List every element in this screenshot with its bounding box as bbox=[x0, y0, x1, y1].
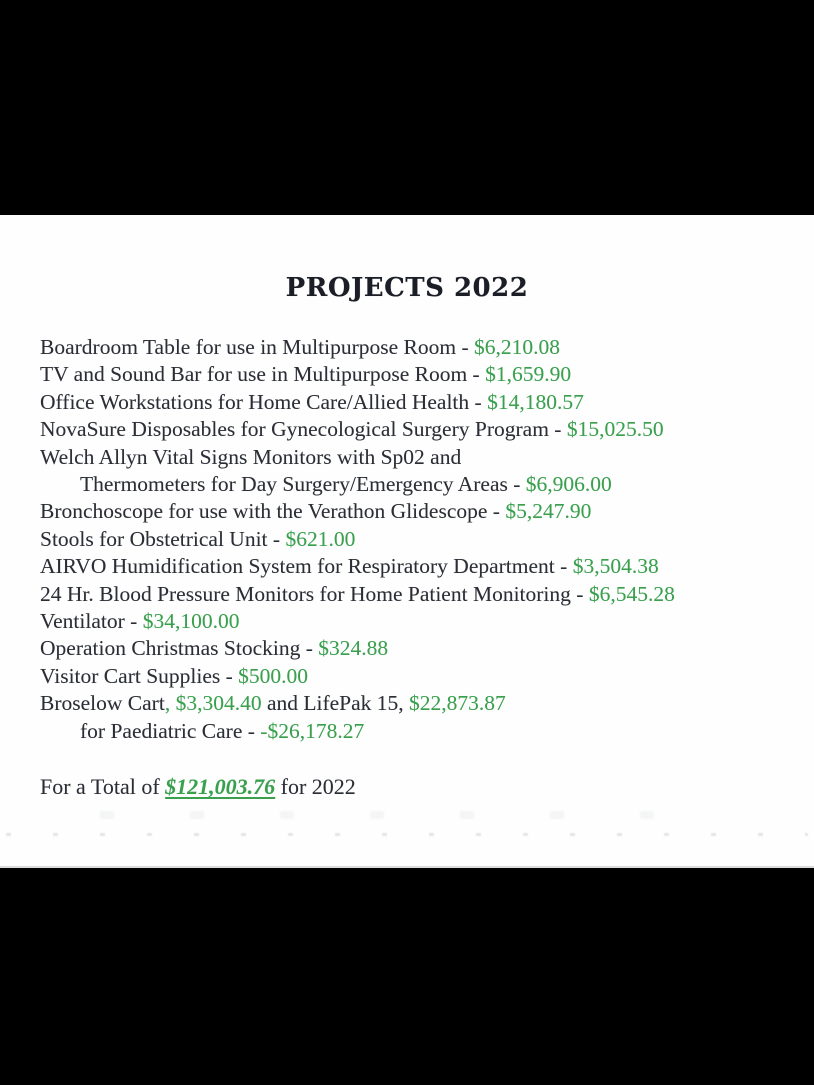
project-text: Stools for Obstetrical Unit - bbox=[40, 526, 286, 551]
project-line bbox=[40, 635, 780, 662]
project-line bbox=[40, 361, 780, 388]
project-amount: $34,100.00 bbox=[142, 609, 240, 634]
project-text: Ventilator - bbox=[40, 609, 143, 634]
project-amount: $22,873.87 bbox=[409, 691, 506, 716]
project-line bbox=[40, 718, 780, 745]
project-line bbox=[40, 416, 780, 443]
project-text: Welch Allyn Vital Signs Monitors with Sp02 and bbox=[40, 444, 462, 469]
project-text: Operation Christmas Stocking - bbox=[40, 636, 319, 661]
project-text: 24 Hr. Blood Pressure Monitors for Home Patient Monitoring - bbox=[40, 581, 589, 606]
project-line bbox=[40, 690, 780, 717]
total-prefix: For a Total of bbox=[40, 774, 166, 799]
total-amount: $121,003.76 bbox=[165, 774, 276, 799]
project-text: Visitor Cart Supplies - bbox=[40, 663, 239, 688]
letterbox-bottom bbox=[0, 868, 814, 1085]
project-line bbox=[40, 498, 780, 525]
document-title: PROJECTS 2022 bbox=[285, 273, 529, 303]
project-text: Broselow Cart bbox=[40, 691, 165, 716]
total-line bbox=[40, 773, 356, 801]
project-line bbox=[40, 444, 780, 471]
project-line bbox=[40, 553, 780, 580]
project-text: Bronchoscope for use with the Verathon Glidescope - bbox=[40, 499, 506, 524]
scan-noise bbox=[100, 811, 720, 819]
project-list bbox=[40, 334, 780, 745]
project-line bbox=[40, 663, 780, 690]
project-amount: $6,545.28 bbox=[588, 581, 675, 606]
project-amount: $6,210.08 bbox=[474, 335, 561, 359]
project-amount: $3,504.38 bbox=[572, 554, 659, 579]
project-line bbox=[40, 471, 780, 498]
project-amount: $5,247.90 bbox=[505, 499, 592, 524]
project-amount: $15,025.50 bbox=[566, 417, 664, 442]
project-text: Office Workstations for Home Care/Allied Health - bbox=[40, 389, 488, 414]
project-amount: , $3,304.40 bbox=[164, 691, 262, 716]
project-amount: -$26,178.27 bbox=[260, 718, 365, 743]
project-text: Thermometers for Day Surgery/Emergency Areas - bbox=[80, 472, 526, 497]
project-text: and LifePak 15, bbox=[261, 691, 410, 716]
total-suffix: for 2022 bbox=[275, 774, 356, 799]
letterbox-top bbox=[0, 0, 814, 215]
scan-noise-row bbox=[6, 833, 808, 836]
project-line bbox=[40, 334, 780, 361]
project-amount: $621.00 bbox=[285, 526, 356, 551]
project-text: AIRVO Humidification System for Respiratory Department - bbox=[40, 554, 573, 579]
project-line bbox=[40, 389, 780, 416]
project-text: Boardroom Table for use in Multipurpose Room - bbox=[40, 335, 475, 359]
project-amount: $1,659.90 bbox=[485, 362, 572, 387]
project-line bbox=[40, 608, 780, 635]
document-page bbox=[0, 215, 814, 868]
project-text: for Paediatric Care - bbox=[80, 718, 261, 743]
project-amount: $6,906.00 bbox=[525, 472, 612, 497]
project-amount: $324.88 bbox=[318, 636, 389, 661]
project-amount: $500.00 bbox=[238, 663, 309, 688]
project-line bbox=[40, 581, 780, 608]
project-amount: $14,180.57 bbox=[487, 389, 584, 414]
project-text: TV and Sound Bar for use in Multipurpose Room - bbox=[40, 362, 486, 387]
project-text: NovaSure Disposables for Gynecological Surgery Program - bbox=[40, 417, 567, 442]
project-line bbox=[40, 526, 780, 553]
